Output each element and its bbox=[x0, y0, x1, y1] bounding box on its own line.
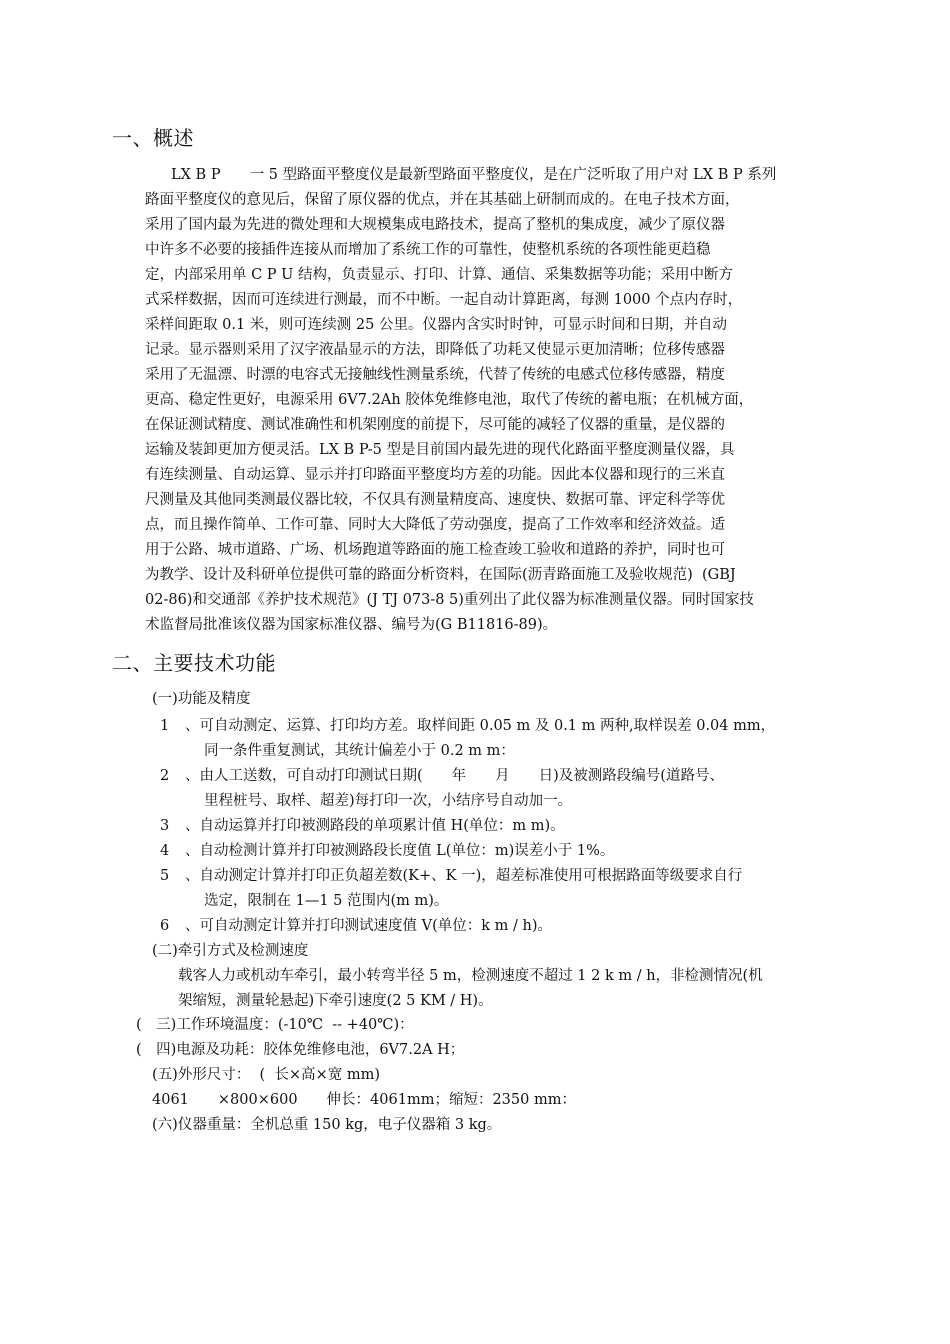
dimensions-title: (五)外形尺寸： ( 长×高×宽 mm) bbox=[152, 1067, 380, 1083]
paragraph-line: 术监督局批准该仪器为国家标准仪器、编号为(G B11816-89)。 bbox=[145, 617, 558, 633]
paragraph-line: 更高、稳定性更好，电源采用 6V7.2Ah 胶体免维修电池，取代了传统的蓄电瓶；在机械方面， bbox=[145, 392, 754, 408]
list-item-number: 4 bbox=[160, 843, 170, 859]
paragraph-line: 用于公路、城市道路、广场、机场跑道等路面的施工检查竣工验收和道路的养护，同时也可 bbox=[145, 542, 725, 558]
traction-text: 架缩短，测量轮悬起)下牵引速度(2 5 KM / H)。 bbox=[178, 993, 493, 1009]
traction-text: 载客人力或机动车牵引，最小转弯半径 5 m，检测速度不超过 1 2 k m / h，非检测情况(机 bbox=[178, 968, 763, 984]
paragraph-line: 点，而且操作简单、工作可靠、同时大大降低了劳动强度，提高了工作效率和经济效益。适 bbox=[145, 517, 725, 533]
list-item-number: 3 bbox=[160, 818, 170, 834]
section-heading-overview: 一、概述 bbox=[112, 126, 194, 150]
paragraph-line: 02-86)和交通部《养护技术规范》(J TJ 073-8 5)重列出了此仪器为标准测量仪器。同时国家技 bbox=[145, 592, 754, 608]
list-item-text: 、自动检测计算并打印被测路段长度值 L(单位：m)误差小于 1%。 bbox=[185, 843, 615, 859]
paragraph-line: 中许多不必要的接插件连接从而增加了系统工作的可靠性，使整机系统的各项性能更趋稳 bbox=[145, 242, 711, 258]
section-heading-functions: 二、主要技术功能 bbox=[112, 651, 276, 675]
paragraph-line: 采用了国内最为先进的微处理和大规模集成电路技术，提高了整机的集成度，减少了原仪器 bbox=[145, 217, 725, 233]
paragraph-line: 在保证测试精度、测试准确性和机架刚度的前提下，尽可能的减轻了仪器的重量，是仪器的 bbox=[145, 417, 725, 433]
list-item-text: 、自动运算并打印被测路段的单项累计值 H(单位：m m)。 bbox=[185, 818, 565, 834]
paragraph-line: 采用了无温漂、时漂的电容式无接触线性测量系统，代替了传统的电感式位移传感器，精度 bbox=[145, 367, 725, 383]
paragraph-line: 运输及装卸更加方便灵活。LX B P-5 型是目前国内最先进的现代化路面平整度测量仪器，具 bbox=[145, 442, 735, 458]
paragraph-line: 尺测量及其他同类测最仪器比较，不仅具有测量精度高、速度快、数据可靠、评定科学等优 bbox=[145, 492, 725, 508]
list-item-number: 1 bbox=[160, 718, 170, 734]
instrument-weight: (六)仪器重量：全机总重 150 kg，电子仪器箱 3 kg。 bbox=[152, 1117, 502, 1133]
list-item-text: 同一条件重复测试，其统计偏差小于 0.2 m m： bbox=[204, 743, 515, 759]
working-temperature: ( 三)工作环境温度：(-10℃ -- +40℃)： bbox=[136, 1017, 414, 1033]
list-item-text: 、可自动测定、运算、打印均方差。取样间距 0.05 m 及 0.1 m 两种,取样误差 0.04 mm， bbox=[185, 718, 776, 734]
power-supply: ( 四)电源及功耗：胶体免维修电池，6V7.2A H； bbox=[136, 1042, 465, 1058]
paragraph-line: 有连续测量、自动运算、显示并打印路面平整度均方差的功能。因此本仪器和现行的三米直 bbox=[145, 467, 725, 483]
paragraph-line: 定，内部采用单 C P U 结构，负责显示、打印、计算、通信、采集数据等功能；采用中断方 bbox=[145, 267, 734, 283]
paragraph-line: LX B P 一 5 型路面平整度仪是最新型路面平整度仪，是在广泛听取了用户对 LX B P 系列 bbox=[171, 167, 777, 183]
list-item-text: 、可自动测定计算并打印测试速度值 V(单位：k m / h)。 bbox=[185, 918, 552, 934]
paragraph-line: 路面平整度仪的意见后，保留了原仪器的优点，并在其基础上研制而成的。在电子技术方面， bbox=[145, 192, 740, 208]
paragraph-line: 式采样数据，因而可连续进行测最，而不中断。一起自动计算距离，每测 1000 个点内存时， bbox=[145, 292, 743, 308]
list-item-text: 里程桩号、取样、超差)每打印一次，小结序号自动加一。 bbox=[204, 793, 573, 809]
paragraph-line: 为教学、设计及科研单位提供可靠的路面分析资料，在国际(沥青路面施工及验收规范) (GBJ bbox=[145, 567, 736, 583]
list-item-number: 6 bbox=[160, 918, 170, 934]
list-item-text: 选定，限制在 1—1 5 范围内(m m)。 bbox=[204, 893, 449, 909]
list-item-number: 2 bbox=[160, 768, 170, 784]
list-item-text: 、由人工送数，可自动打印测试日期( 年 月 日)及被测路段编号(道路号、 bbox=[185, 768, 724, 784]
subsection-title-traction: (二)牵引方式及检测速度 bbox=[152, 943, 309, 959]
subsection-title-function-precision: (一)功能及精度 bbox=[152, 691, 251, 707]
list-item-number: 5 bbox=[160, 868, 170, 884]
paragraph-line: 记录。显示器则采用了汉字液晶显示的方法，即降低了功耗又使显示更加清晰；位移传感器 bbox=[145, 342, 725, 358]
dimensions-detail: 4061 ×800×600 伸长：4061mm；缩短：2350 mm： bbox=[152, 1092, 576, 1108]
list-item-text: 、自动测定计算并打印正负超差数(K+、K 一)，超差标准使用可根据路面等级要求自行 bbox=[185, 868, 743, 884]
paragraph-line: 采样间距取 0.1 米，则可连续测 25 公里。仪器内含实时时钟，可显示时间和日期，并自动 bbox=[145, 317, 727, 333]
